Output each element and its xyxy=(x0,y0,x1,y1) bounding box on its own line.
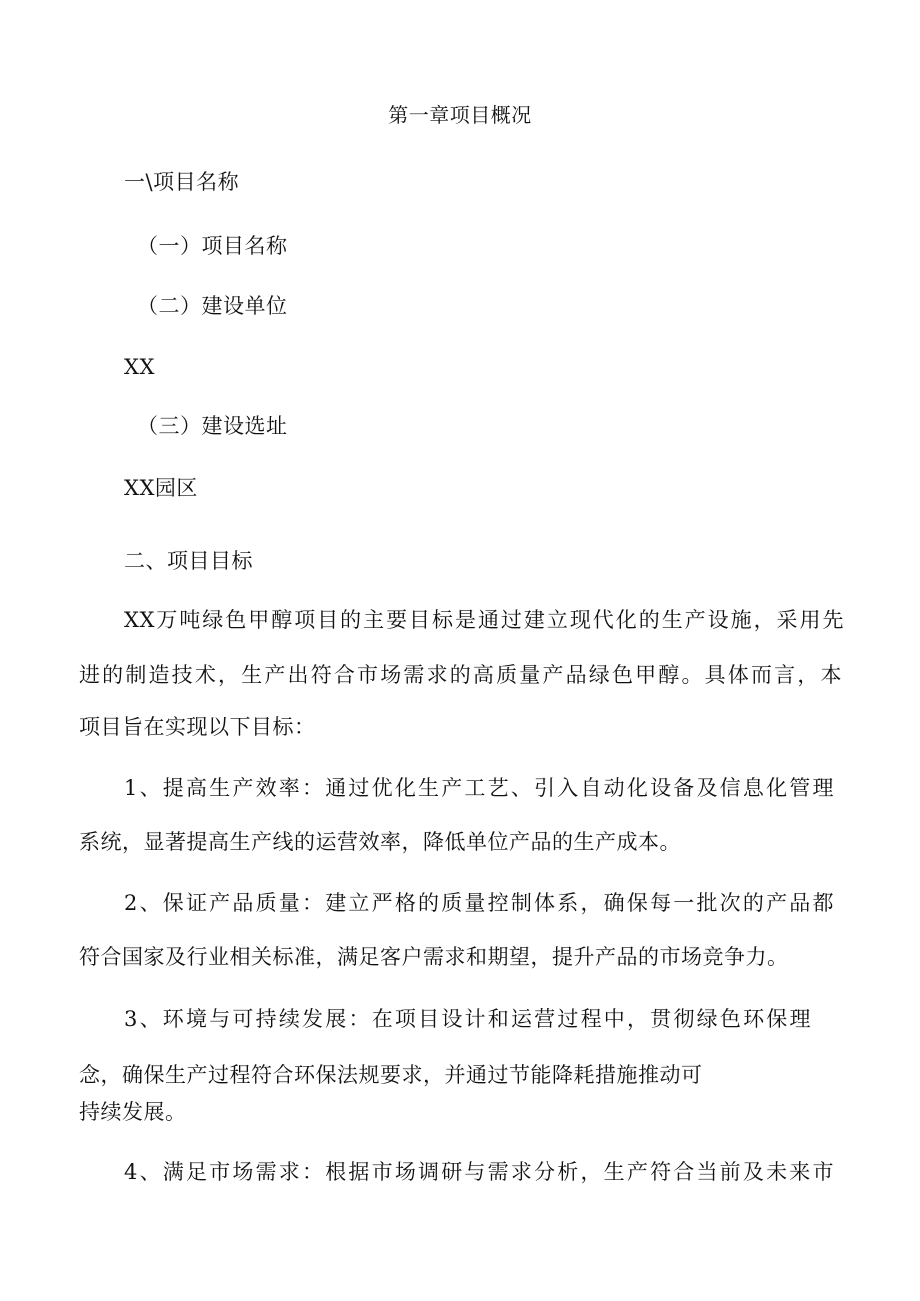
chapter-title: 第一章项目概况 xyxy=(388,103,532,127)
intro-line-2: 进的制造技术，生产出符合市场需求的高质量产品绿色甲醇。具体而言，本 xyxy=(79,663,842,687)
goal-1-line-2: 系统，显著提高生产线的运营效率，降低单位产品的生产成本。 xyxy=(79,830,681,854)
subheading-construction-unit: （二）建设单位 xyxy=(137,294,288,318)
goal-2-line-1: 2、保证产品质量：建立严格的质量控制体系，确保每一批次的产品都 xyxy=(124,891,834,915)
goal-2-line-2: 符合国家及行业相关标准，满足客户需求和期望，提升产品的市场竞争力。 xyxy=(79,945,789,969)
intro-line-1: XX万吨绿色甲醇项目的主要目标是通过建立现代化的生产设施，采用先 xyxy=(124,608,844,632)
intro-line-3: 项目旨在实现以下目标： xyxy=(79,715,316,739)
subheading-project-name: （一）项目名称 xyxy=(137,234,288,258)
goal-4-line-1: 4、满足市场需求：根据市场调研与需求分析，生产符合当前及未来市 xyxy=(124,1160,834,1184)
goal-3-line-2: 念，确保生产过程符合环保法规要求，并通过节能降耗措施推动可 xyxy=(79,1063,703,1087)
subheading-construction-site: （三）建设选址 xyxy=(137,414,288,438)
goal-3-line-1: 3、环境与可持续发展：在项目设计和运营过程中，贯彻绿色环保理 xyxy=(124,1007,811,1031)
construction-site-value: XX园区 xyxy=(124,476,198,500)
goal-3-line-3: 持续发展。 xyxy=(79,1100,187,1124)
construction-unit-value: XX xyxy=(124,355,155,379)
section-heading-project-name: 一\项目名称 xyxy=(124,170,240,194)
goal-1-line-1: 1、提高生产效率：通过优化生产工艺、引入自动化设备及信息化管理 xyxy=(124,776,834,800)
section-heading-project-goals: 二、项目目标 xyxy=(124,549,253,573)
